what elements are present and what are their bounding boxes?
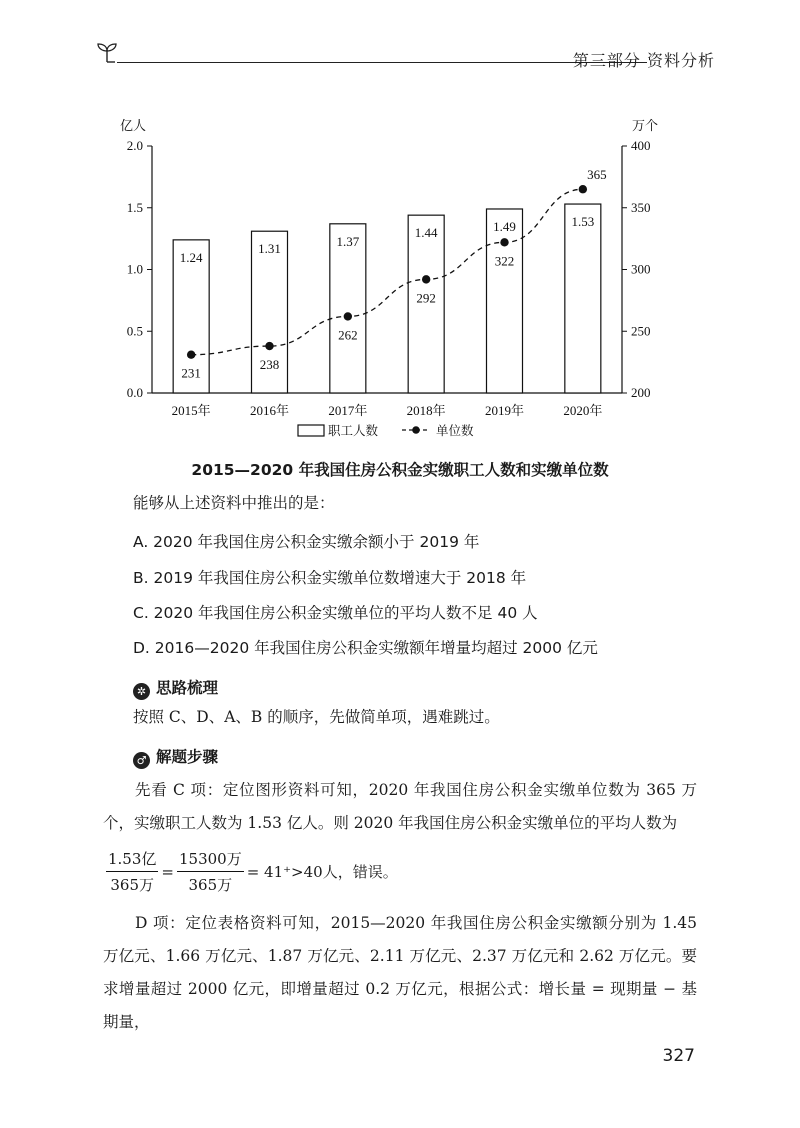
option-a: A. 2020 年我国住房公积金实缴余额小于 2019 年: [133, 533, 480, 551]
unit-count-label: 262: [338, 327, 358, 343]
bar-label: 1.53: [571, 214, 595, 230]
bar: [330, 224, 366, 393]
thinking-heading: ✲ 思路梳理: [133, 676, 218, 700]
bar: [565, 204, 601, 393]
chart-caption: 2015—2020 年我国住房公积金实缴职工人数和实缴单位数: [191, 461, 609, 479]
unit-count-label: 292: [416, 290, 436, 306]
section-title: 第三部分 资料分析: [572, 51, 715, 70]
steps-paragraph-d: D 项：定位表格资料可知，2015—2020 年我国住房公积金实缴额分别为 1.45 万亿元、1.66 万亿元、1.87 万亿元、2.11 万亿元、2.37 万亿元和 2.62 万亿元。要求增量超过 2000 亿元，即增量超过 0.2 万亿元，根据公式：增长量 = 现期量 − 基期量，: [103, 914, 697, 1031]
bar-label: 1.37: [336, 233, 360, 249]
bar-label: 1.49: [493, 218, 516, 234]
x-tick-label: 2016年: [249, 403, 290, 418]
legend-line-label: 单位数: [436, 424, 474, 438]
steps-paragraph-c: 先看 C 项：定位图形资料可知，2020 年我国住房公积金实缴单位数为 365 万个，实缴职工人数为 1.53 亿人。则 2020 年我国住房公积金实缴单位的平均人数为: [103, 781, 697, 832]
x-tick-label: 2015年: [171, 403, 211, 418]
unit-count-label: 238: [259, 357, 280, 373]
right-tick-label: 250: [631, 323, 651, 339]
page-header: [95, 40, 715, 76]
option-b: B. 2019 年我国住房公积金实缴单位数增速大于 2018 年: [133, 569, 527, 587]
page-number: 327: [662, 1046, 695, 1066]
legend-line-marker: [412, 426, 420, 434]
bar-label: 1.31: [258, 241, 281, 257]
left-tick-label: 1.0: [126, 261, 143, 277]
right-tick-label: 400: [631, 138, 651, 153]
x-tick-label: 2019年: [484, 403, 525, 418]
gear-icon: ✲: [133, 683, 150, 700]
unit-count-label: 365: [587, 167, 607, 183]
unit-count-label: 231: [181, 365, 201, 381]
left-tick-label: 0.0: [126, 385, 143, 400]
unit-count-point: [579, 185, 587, 193]
x-tick-label: 2017年: [328, 403, 368, 418]
unit-count-point: [500, 238, 508, 246]
bar: [487, 209, 523, 393]
fraction-1: $\frac{\text{1.53亿}}{\text{365万}}$: [108, 850, 157, 894]
x-tick-label: 2018年: [406, 403, 446, 418]
unit-count-point: [344, 312, 352, 320]
x-tick-label: 2020年: [563, 403, 603, 418]
option-d: D. 2016—2020 年我国住房公积金实缴额年增量均超过 2000 亿元: [133, 639, 598, 657]
fraction-2: $\frac{\text{15300万}}{\text{365万}}$: [178, 850, 242, 894]
left-tick-label: 2.0: [126, 138, 143, 153]
header-rule: [117, 62, 647, 63]
unit-count-point: [422, 275, 430, 283]
bar-label: 1.44: [414, 225, 438, 241]
legend-bar-label: 职工人数: [328, 424, 379, 438]
formula: $\frac{\text{1.53亿}}{\text{365万}}$ = $\frac{\text{15300万}}{\text{365万}}$ = 41⁺>40人，错误。: [108, 850, 398, 894]
steps-heading: ♂ 解题步骤: [133, 745, 218, 769]
thinking-text: 按照 C、D、A、B 的顺序，先做简单项，遇难跳过。: [133, 708, 500, 726]
sprout-icon: [95, 40, 119, 64]
right-axis-unit: 万个: [632, 118, 659, 133]
right-tick-label: 300: [631, 261, 651, 277]
left-axis-unit: 亿人: [120, 118, 147, 133]
left-tick-label: 0.5: [126, 323, 143, 339]
legend-bar-swatch: [298, 425, 324, 436]
combo-chart: [100, 110, 700, 455]
unit-count-label: 322: [494, 253, 515, 269]
question-prompt: 能够从上述资料中推出的是：: [133, 494, 335, 512]
option-c: C. 2020 年我国住房公积金实缴单位的平均人数不足 40 人: [133, 604, 538, 622]
right-tick-label: 200: [631, 385, 651, 400]
unit-count-point: [187, 351, 195, 359]
unit-count-point: [265, 342, 273, 350]
unit-count-line: [191, 189, 583, 354]
left-tick-label: 1.5: [126, 199, 143, 215]
bar-label: 1.24: [179, 249, 203, 265]
steps-icon: ♂: [133, 752, 150, 769]
right-tick-label: 350: [631, 199, 651, 215]
